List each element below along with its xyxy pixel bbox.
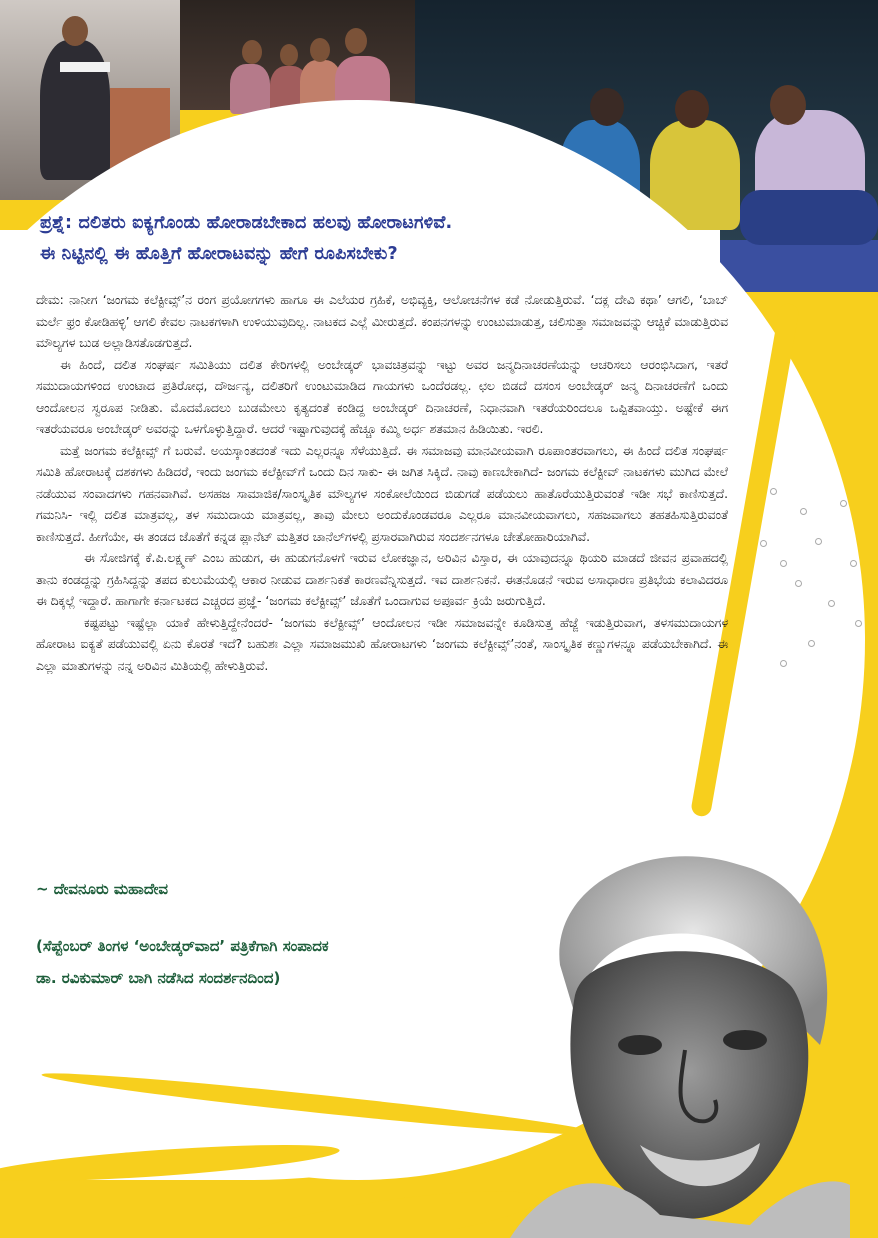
author-credit: ~ ದೇವನೂರು ಮಹಾದೇವ	[36, 880, 169, 898]
answer-paragraph-2: ಈ ಹಿಂದೆ, ದಲಿತ ಸಂಘರ್ಷ ಸಮಿತಿಯು ದಲಿತ ಕೇರಿಗಳಲ್ಲಿ ಅಂಬೇಡ್ಕರ್ ಭಾವಚಿತ್ರವನ್ನು ಇಟ್ಟು ಅವರ ಜನ್ಮದಿನಾಚರಣೆಯನ್ನು ಆಚರಿಸಲು ಆರಂಭಿಸಿದಾಗ, ಇತರೆ ಸಮುದಾಯಗಳಿಂದ ಉಂಟಾದ ಪ್ರತಿರೋಧ, ದೌರ್ಜನ್ಯ, ದಲಿತರಿಗೆ ಉಂಟುಮಾಡಿದ ಗಾಯಗಳು ಒಂದೆರಡಲ್ಲ. ಛಲ ಬಿಡದೆ ದಸಂಸ ಅಂಬೇಡ್ಕರ್ ಜನ್ಮ ದಿನಾಚರಣೆಗೆ ಒಂದು ಆಂದೋಲನ ಸ್ವರೂಪ ನೀಡಿತು. ಮೊದಮೊದಲು ಬುಡಮೇಲು ಕೃತ್ಯದಂತೆ ಕಂಡಿದ್ದ ಅಂಬೇಡ್ಕರ್ ದಿನಾಚರಣೆ, ನಿಧಾನವಾಗಿ ಇತರೆಯರಿಂದಲೂ ಒಪ್ಪಿತವಾಯ್ತು. ಅಷ್ಟೇಕೆ ಈಗ ಇತರೆಯವರೂ ಅಂಬೇಡ್ಕರ್ ಅವರನ್ನು ಒಳಗೊಳ್ಳುತ್ತಿದ್ದಾರೆ. ಆದರೆ ಇಷ್ಟಾಗುವುದಕ್ಕೆ ಹೆಚ್ಚೂ ಕಮ್ಮಿ ಅರ್ಧ ಶತಮಾನ ಹಿಡಿಯಿತು. ಇರಲಿ.	[36, 357, 728, 436]
answer-paragraph-5: ಕಷ್ಟಪಟ್ಟು ಇಷ್ಟೆಲ್ಲಾ ಯಾಕೆ ಹೇಳುತ್ತಿದ್ದೇನೆಂದರೆ- ‘ಜಂಗಮ ಕಲೆಕ್ಟೀವ್ಸ್’ ಆಂದೋಲನ ಇಡೀ ಸಮಾಜವನ್ನೇ ಕೂಡಿಸುತ್ತ ಹೆಜ್ಜೆ ಇಡುತ್ತಿರುವಾಗ, ತಳಸಮುದಾಯಗಳ ಹೋರಾಟ ಐಕ್ಯತೆ ಪಡೆಯುವಲ್ಲಿ ಏನು ಕೊರತೆ ಇದೆ? ಬಹುಶಃ ಎಲ್ಲಾ ಸಮಾಜಮುಖಿ ಹೋರಾಟಗಳು ‘ಜಂಗಮ ಕಲೆಕ್ಟೀವ್ಸ್’ನಂತೆ, ಸಾಂಸ್ಕೃತಿಕ ಕಣ್ಣುಗಳನ್ನೂ ಪಡೆಯಬೇಕಾಗಿದೆ. ಈ ಎಲ್ಲಾ ಮಾತುಗಳನ್ನು ನನ್ನ ಅರಿವಿನ ಮಿತಿಯಲ್ಲಿ ಹೇಳುತ್ತಿರುವೆ.	[36, 615, 728, 673]
author-portrait	[490, 845, 850, 1238]
answer-paragraph-1: ದೇಮ: ನಾನೀಗ ‘ಜಂಗಮ ಕಲೆಕ್ಟೀವ್ಸ್’ನ ರಂಗ ಪ್ರಯೋಗಗಳು ಹಾಗೂ ಈ ಎಲೆಯರ ಗ್ರಹಿಕೆ, ಅಭಿವ್ಯಕ್ತಿ, ಆಲೋಚನೆಗಳ ಕಡೆ ನೋಡುತ್ತಿರುವೆ. ‘ದಕ್ಲ ದೇವಿ ಕಥಾ’ ಆಗಲಿ, ‘ಬಾಬ್ ಮರ್ಲೆ ಫ್ರಂ ಕೋಡಿಹಳ್ಳಿ’ ಆಗಲಿ ಕೇವಲ ನಾಟಕಗಳಾಗಿ ಉಳಿಯುವುದಿಲ್ಲ. ನಾಟಕದ ಎಲ್ಲೆ ಮೀರುತ್ತದೆ. ಕಂಪನಗಳನ್ನು ಉಂಟುಮಾಡುತ್ತ, ಚಲಿಸುತ್ತಾ ಸಮಾಜವನ್ನು ಆಚ್ಚಿಕೆ ಮಾಡುತ್ತಿರುವ ಮೌಲ್ಯಗಳ ಬುಡ ಅಲ್ಲಾಡಿಸತೊಡಗುತ್ತದೆ.	[36, 293, 728, 350]
answer-paragraph-3: ಮತ್ತೆ ಜಂಗಮ ಕಲೆಕ್ಟೀವ್ಸ್ ಗೆ ಬರುವೆ. ಅಯಸ್ಕಾಂತದಂತೆ ಇದು ಎಲ್ಲರನ್ನೂ ಸೆಳೆಯುತ್ತಿದೆ. ಈ ಸಮಾಜವು ಮಾನವೀಯವಾಗಿ ರೂಪಾಂತರವಾಗಲು, ಈ ಹಿಂದೆ ದಲಿತ ಸಂಘರ್ಷ ಸಮಿತಿ ಹೋರಾಟಕ್ಕೆ ದಶಕಗಳು ಹಿಡಿದರೆ, ಇಂದು ಜಂಗಮ ಕಲೆಕ್ಟೀವ್‌ಗೆ ಒಂದು ದಿನ ಸಾಕು- ಈ ಜಗಿತ ಸಿಕ್ಕಿದೆ. ನಾವು ಕಾಣಬೇಕಾಗಿದೆ- ಜಂಗಮ ಕಲೆಕ್ಟೀವ್ ನಾಟಕಗಳು ಮುಗಿದ ಮೇಲೆ ನಡೆಯುವ ಸಂವಾದಗಳು ಗಹನವಾಗಿವೆ. ಅಸಹಜ ಸಾಮಾಜಿಕ/ಸಾಂಸ್ಕೃತಿಕ ಮೌಲ್ಯಗಳ ಸಂಕೋಲೆಯಿಂದ ಬಿಡುಗಡೆ ಪಡೆಯಲು ಹಾತೊರೆಯುತ್ತಿರುವಂತೆ ಇಡೀ ಸಭೆ ಕಾಣಿಸುತ್ತದೆ. ಗಮನಿಸಿ- ಇಲ್ಲಿ ದಲಿತ ಮಾತ್ರವಲ್ಲ, ತಳ ಸಮುದಾಯ ಮಾತ್ರವಲ್ಲ, ತಾವು ಮೇಲು ಅಂದುಕೊಂಡವರೂ ಎಲ್ಲರೂ ಮಾನವೀಯವಾಗಲು, ಸಹಜವಾಗಲು ತಹತಹಿಸುತ್ತಿರುವಂತೆ ಕಾಣಿಸುತ್ತದೆ. ಹೀಗೆಯೇ, ಈ ತಂಡದ ಜೊತೆಗೆ ಕನ್ನಡ ಪ್ಲಾನೆಟ್ ಮತ್ತಿತರ ಚಾನೆಲ್‌ಗಳಲ್ಲಿ ಪ್ರಸಾರವಾಗಿರುವ ಸಂದರ್ಶನಗಳೂ ಚೇತೋಹಾರಿಯಾಗಿವೆ.	[36, 443, 728, 544]
source-line-1: (ಸೆಪ್ಟೆಂಬರ್ ತಿಂಗಳ ‘ಅಂಬೇಡ್ಕರ್‌ವಾದ’ ಪತ್ರಿಕೆಗಾಗಿ ಸಂಪಾದಕ	[36, 937, 329, 955]
question-line-2: ಈ ನಿಟ್ಟಿನಲ್ಲಿ ಈ ಹೊತ್ತಿಗೆ ಹೋರಾಟವನ್ನು ಹೇಗೆ ರೂಪಿಸಬೇಕು?	[40, 244, 398, 264]
answer-paragraph-4: ಈ ಸೋಜಿಗಕ್ಕೆ ಕೆ.ಪಿ.ಲಕ್ಷ್ಮಣ್ ಎಂಬ ಹುಡುಗ, ಈ ಹುಡುಗನೊಳಗೆ ಇರುವ ಲೋಕಜ್ಞಾನ, ಅರಿವಿನ ವಿಸ್ತಾರ, ಈ ಯಾವುದನ್ನೂ ಥಿಯರಿ ಮಾಡದೆ ಜೀವನ ಪ್ರವಾಹದಲ್ಲಿ ತಾನು ಕಂಡದ್ದನ್ನು ಗ್ರಹಿಸಿದ್ದನ್ನು ತಪದ ಕುಲುಮೆಯಲ್ಲಿ ಆಕಾರ ನೀಡುವ ದಾರ್ಶನಿಕತೆ ಕಾರಣವೆನ್ನಿಸುತ್ತದೆ. ಇವ ದಾರ್ಶನಿಕನೆ. ಈತನೊಡನೆ ಇರುವ ಅಸಾಧಾರಣ ಪ್ರತಿಭೆಯ ಕಲಾವಿದರೂ ಈ ದಿಕ್ಕಲ್ಲೆ ಇದ್ದಾರೆ. ಹಾಗಾಗೇ ಕರ್ನಾಟಕದ ಎಚ್ಚರದ ಪ್ರಜ್ಞೆ- ‘ಜಂಗಮ ಕಲೆಕ್ಟೀವ್ಸ್’ ಜೊತೆಗೆ ಒಂದಾಗುವ ಅಪೂರ್ವ ಕ್ರಿಯೆ ಜರುಗುತ್ತಿದೆ.	[36, 551, 728, 608]
question-line-1: ಪ್ರಶ್ನೆ: ದಲಿತರು ಐಕ್ಯಗೊಂಡು ಹೋರಾಡಬೇಕಾದ ಹಲವು ಹೋರಾಟಗಳಿವೆ.	[40, 213, 453, 233]
interview-answer	[36, 290, 728, 677]
source-line-2: ಡಾ. ರವಿಕುಮಾರ್ ಬಾಗಿ ನಡೆಸಿದ ಸಂದರ್ಶನದಿಂದ)	[36, 969, 281, 987]
interview-question	[40, 208, 660, 270]
